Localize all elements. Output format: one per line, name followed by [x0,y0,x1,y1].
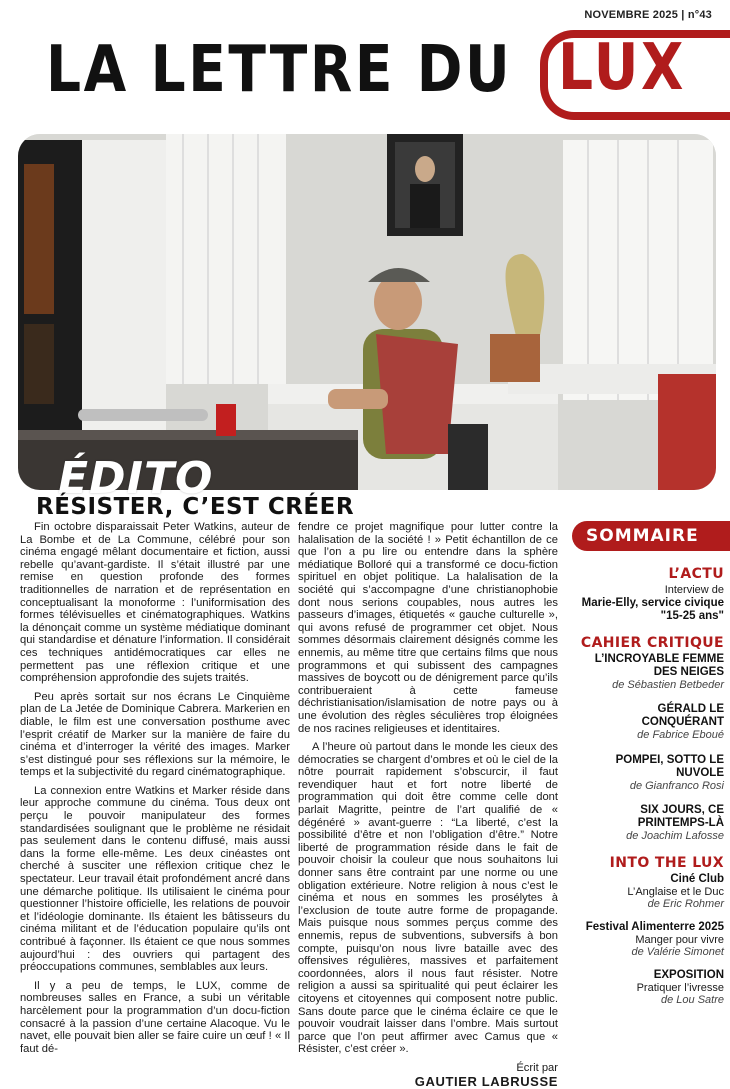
cover-photo-illustration [18,134,716,490]
item-title: EXPOSITION [653,968,724,981]
item-author: de Gianfranco Rosi [629,779,724,792]
item-author: de Fabrice Eboué [637,729,724,741]
sommaire-section-critique [572,635,724,843]
item-line: Interview de [664,584,724,596]
item-author: de Joachim Lafosse [626,830,724,842]
sommaire-item[interactable] [572,804,724,843]
sommaire-item[interactable] [572,873,724,911]
sommaire-item[interactable] [572,703,724,742]
edito-paragraph: Fin octobre disparaissait Peter Watkins, auteur de La Bombe et de La Commune, célébré pour son cinéma engagé mêlant documentaire et fiction, aussi rebelle qu’avant-gardiste. Il s’était illustré par une remise en question profonde des formes traditionnelles de narration et de représentation en conceptualisant la monoforme : l’uniformisation des formes télévisuelles et cinématographiques. Watkins la dénonçait comme un système médiatique dominant qui standardise et dénature l’information. Il considérait ces techniques antidémocratiques car elles ne permettent pas une réflexion critique et une compréhension approfondie des sujets traités. [20,521,290,685]
edito-paragraph: Peu après sortait sur nos écrans Le Cinquième plan de La Jetée de Dominique Cabrera. Markerien en diable, le film est une conversation posthume avec l’esprit créatif de Marker sur la manière de faire du cinéma et d’interroger la vérité des images. Marker s’est distingué pour ses réflexions sur la mémoire, le temps et la subjectivité du regard cinématographique. [20,690,290,779]
item-author: de Eric Rohmer [647,898,724,910]
sommaire-item[interactable] [572,921,724,959]
item-line: Marie-Elly, service civique [581,596,724,609]
item-line: L’Anglaise et le Duc [627,885,724,898]
item-title: "15-25 ans" [660,609,724,622]
item-author: de Lou Satre [661,994,724,1006]
item-title: POMPEI, SOTTO LE NUVOLE [615,753,724,779]
edito-headline: RÉSISTER, C’EST CRÉER [36,494,355,520]
issue-number: n°43 [687,9,712,21]
item-title: Ciné Club [670,872,724,885]
edito-paragraph: A l’heure où partout dans le monde les cieux des démocraties se chargent d’ombres et où le ciel de la nôtre pourrait rapidement s’obscurcir, il faut revendiquer haut et fort notre liberté de programmation qui doit être comme celle dont parlait Magritte, peintre de l’art qualifié de « dégénéré » avant-guerre : “La liberté, c’est la possibilité d’être et non l’obligation d’être.” Notre liberté de programmation réside dans le fait de pouvoir choisir la couleur que nous souhaitons lui donner sans être contraint par une norme ou une obligation extérieure. Notre religion à nous c’est le cinéma et nous en sommes les prosélytes à l’exclusion de toute autre forme de propagande. Mais puisque nous sommes perçus comme des ennemis, repus de subventions, subversifs à bon compte, puisqu’on nous livre bataille avec des offensives régulières, massives et parfaitement coordonnées, alors il nous faut résister. Notre religion a aussi sa spiritualité qui peut éclairer les citoyens et citoyennes qui composent notre public. Sans doute parce que le cinéma éclaire ce que le pouvoir voudrait laisser dans l’ombre. Mais surtout parce que l’on peut affirmer avec Camus que « Résister, c’est créer ». [298,741,558,1056]
masthead-title: LA LETTRE DU [46,33,513,107]
issue-date: NOVEMBRE 2025 [584,9,679,21]
item-title: GÉRALD LE CONQUÉRANT [641,703,724,728]
edito-paragraph: La connexion entre Watkins et Marker réside dans leur approche commune du cinéma. Tous deux ont perçu le pouvoir manipulateur des formes standardisées soulignant que le problème ne résidait pas seulement dans le contenu diffusé, mais aussi dans la forme elle-même. Les deux cinéastes ont cherché à susciter une réflexion critique chez le spectateur. Leur travail était profondément ancré dans une démarche politique. Ils utilisaient le cinéma pour questionner l’histoire officielle, les relations de pouvoir et l’idéologie dominante. Ils étaient les bâtisseurs du cinéma militant et de l’éducation populaire qu’ils ont contribué à façonner. Ils étaient ce que nous sommes aujourd’hui : des ouvriers qui partagent des préoccupations communes, semblables aux leurs. [20,784,290,974]
sommaire-section-actu [572,566,724,623]
edito-kicker: ÉDITO [58,453,214,504]
section-heading: CAHIER CRITIQUE [580,634,724,651]
item-line: Manger pour vivre [635,933,724,946]
sommaire-item[interactable] [572,653,724,692]
byline-prefix: Écrit par [516,1061,558,1074]
item-author: de Sébastien Betbeder [612,678,724,691]
sommaire-list [572,566,724,1019]
edito-paragraph: Il y a peu de temps, le LUX, comme de nombreuses salles en France, a subi un véritable harcèlement pour la programmation d’un docu-fiction consacré à la passion d’une certaine Alacoque. Vu le navet, elle pouvait bien aller se faire cuire un œuf ! « Il faut dé- [20,979,290,1055]
section-heading: L’ACTU [668,566,724,582]
issue-separator: | [681,9,685,21]
item-title: Festival Alimenterre 2025 [585,920,724,933]
section-heading: INTO THE LUX [609,854,724,871]
brand-logo: LUX [558,31,686,105]
byline-author: GAUTIER LABRUSSE [414,1073,558,1089]
sommaire-item[interactable] [572,584,724,623]
item-title: SIX JOURS, CE PRINTEMPS-LÀ [637,804,724,829]
edito-paragraph: fendre ce projet magnifique pour lutter contre la halalisation de la société ! » Petit échantillon de ce que l’on a pu lire ou entendre dans la sphère médiatique Bolloré qui a transformé ce docu-fiction spirituel en objet politique. La halalisation de la société qui s’accompagne d’une christianophobie dont nous serions coupables, nous autres les passeurs d’images, étiquetés « gauche culturelle », qui avons refusé de programmer cet objet. Nous sommes désormais clairement désignés comme les ennemis, au même titre que certains films que nous programmons et qui subissent des campagnes massives de boycott ou de dénigrement parce qu’ils contribueraient à cette fameuse déchristianisation/islamisation de notre pays ou à une évolution des règles séculières trop éloignées de nos racines religieuses et identitaires. [298,521,558,735]
sommaire-item[interactable] [572,754,724,793]
item-author: de Valérie Simonet [631,946,724,958]
sommaire-item[interactable] [572,969,724,1007]
item-line: Pratiquer l’ivresse [636,981,724,994]
cover-photo [18,134,716,490]
edito-column-2 [298,521,558,1088]
sommaire-section-into-the-lux [572,855,724,1007]
sommaire-title: SOMMAIRE [572,521,730,551]
issue-info [584,9,712,21]
item-title: L’INCROYABLE FEMME DES NEIGES [594,652,724,678]
edito-column-1 [20,521,290,1061]
